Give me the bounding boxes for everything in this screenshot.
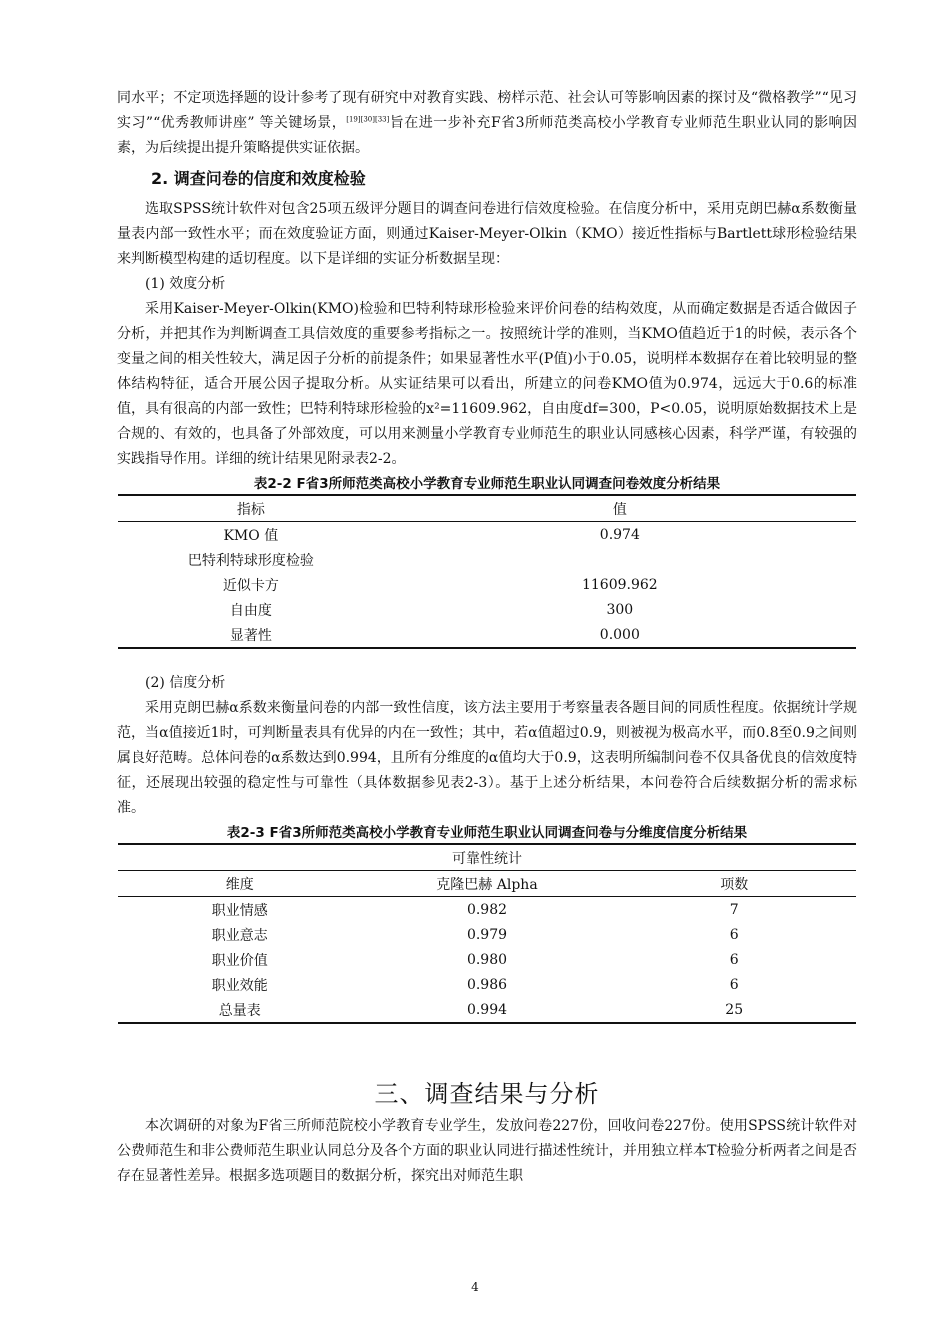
table-2-2 [118, 494, 856, 649]
table-cell: 6 [729, 951, 739, 968]
table-group-header-row [118, 844, 856, 871]
table-cell: 25 [725, 1001, 744, 1018]
table-cell: 显著性 [229, 627, 272, 644]
table-cell: 0.980 [466, 951, 508, 968]
table-cell: 0.000 [599, 626, 640, 643]
table-cell: 6 [729, 976, 739, 993]
table-row [118, 897, 856, 923]
table-cell: 11609.962 [581, 576, 658, 593]
table-cell: 近似卡方 [222, 577, 279, 594]
table-cell: 0.974 [599, 526, 640, 543]
table-cell: 0.994 [466, 1001, 508, 1018]
intro-paragraph: 同水平；不定项选择题的设计参考了现有研究中对教育实践、榜样示范、社会认可等影响因素的探讨及“微格教学”“见习实习”“优秀教师讲座” 等关键场景，[19][30][33]旨在进一步补充F省3所师范类高校小学教育专业师范生职业认同的影响因素，为后续提出提升策略提供实证依据。 [117, 90, 857, 156]
spacer [117, 649, 857, 671]
table-row [118, 547, 856, 572]
validity-heading: (1) 效度分析 [145, 276, 226, 292]
table-row [118, 922, 856, 947]
table-cell: 职业效能 [211, 977, 268, 994]
table-2-2-caption: 表2-2 F省3所师范类高校小学教育专业师范生职业认同调查问卷效度分析结果 [253, 476, 721, 492]
header-cell: 指标 [236, 501, 265, 518]
table-cell: KMO 值 [223, 527, 279, 544]
header-cell: 维度 [225, 876, 254, 893]
table-row [118, 972, 856, 997]
validity-paragraph: 采用Kaiser-Meyer-Olkin(KMO)检验和巴特利特球形检验来评价问卷的结构效度，从而确定数据是否适合做因子分析，并把其作为判断调查工具信效度的重要参考指标之一。按照统计学的准则，当KMO值趋近于1的时候，表示各个变量之间的相关性较大，满足因子分析的前提条件；如果显著性水平(P值)小于0.05，说明样本数据存在着比较明显的整体结构特征，适合开展公因子提取分析。从实证结果可以看出，所建立的问卷KMO值为0.974，远远大于0.6的标准值，具有很高的内部一致性；巴特利特球形检验的x²=11609.962，自由度df=300，P<0.05，说明原始数据技术上是合规的、有效的，也具备了外部效度，可以用来测量小学教育专业师范生的职业认同感核心因素，科学严谨，有较强的实践指导作用。详细的统计结果见附录表2-2。 [117, 301, 857, 467]
section-heading-2: 2. 调查问卷的信度和效度检验 [151, 169, 366, 188]
table-cell: 总量表 [218, 1002, 261, 1019]
page-number: 4 [471, 1280, 479, 1294]
group-header-cell: 可靠性统计 [452, 850, 522, 867]
table-cell: 职业情感 [211, 902, 268, 919]
section2-paragraph: 选取SPSS统计软件对包含25项五级评分题目的调查问卷进行信效度检验。在信度分析中，采用克朗巴赫α系数衡量量表内部一致性水平；而在效度验证方面，则通过Kaiser-Meyer-Olkin（KMO）接近性指标与Bartlett球形检验结果来判断模型构建的适切程度。以下是详细的实证分析数据呈现： [117, 201, 857, 267]
header-cell: 值 [612, 501, 627, 518]
table-2-3-caption: 表2-3 F省3所师范类高校小学教育专业师范生职业认同调查问卷与分维度信度分析结果 [226, 825, 748, 841]
table-cell: 职业意志 [211, 927, 268, 944]
table-row [118, 522, 856, 548]
header-cell: 克隆巴赫 Alpha [436, 876, 538, 893]
table-cell: 7 [729, 901, 739, 918]
table-cell: 职业价值 [211, 952, 268, 969]
table-header-row [118, 495, 856, 522]
table-cell: 自由度 [229, 602, 272, 619]
chapter3-paragraph: 本次调研的对象为F省三所师范院校小学教育专业学生，发放问卷227份，回收问卷227份。使用SPSS统计软件对公费师范生和非公费师范生职业认同总分及各个方面的职业认同进行描述性统计，并用独立样本T检验分析两者之间是否存在显著性差异。根据多选项题目的数据分析，探究出对师范生职 [117, 1118, 857, 1184]
table-cell: 巴特利特球形度检验 [187, 552, 314, 569]
table-cell: 0.982 [466, 901, 508, 918]
table-row [118, 997, 856, 1023]
citation-refs[interactable]: [19][30][33] [346, 115, 390, 124]
table-2-3 [118, 843, 856, 1024]
table-row [118, 572, 856, 597]
table-cell: 0.979 [466, 926, 508, 943]
document-page [117, 86, 857, 1189]
spacer [117, 1024, 857, 1074]
table-row [118, 947, 856, 972]
reliability-heading: (2) 信度分析 [145, 675, 226, 691]
table-header-row [118, 871, 856, 897]
reliability-paragraph: 采用克朗巴赫α系数来衡量问卷的内部一致性信度，该方法主要用于考察量表各题目间的同质性程度。依据统计学规范，当α值接近1时，可判断量表具有优异的内在一致性；其中，若α值超过0.9，则被视为极高水平，而0.8至0.9之间则属良好范畴。总体问卷的α系数达到0.994，且所有分维度的α值均大于0.9，这表明所编制问卷不仅具备优良的信效度特征，还展现出较强的稳定性与可靠性（具体数据参见表2-3）。基于上述分析结果，本问卷符合后续数据分析的需求标准。 [117, 700, 857, 816]
table-row [118, 622, 856, 648]
table-cell: 6 [729, 926, 739, 943]
chapter-heading-3: 三、调查结果与分析 [374, 1080, 600, 1108]
table-cell: 300 [606, 601, 634, 618]
table-cell [384, 547, 856, 572]
table-row [118, 597, 856, 622]
table-cell: 0.986 [466, 976, 508, 993]
header-cell: 项数 [720, 876, 749, 893]
